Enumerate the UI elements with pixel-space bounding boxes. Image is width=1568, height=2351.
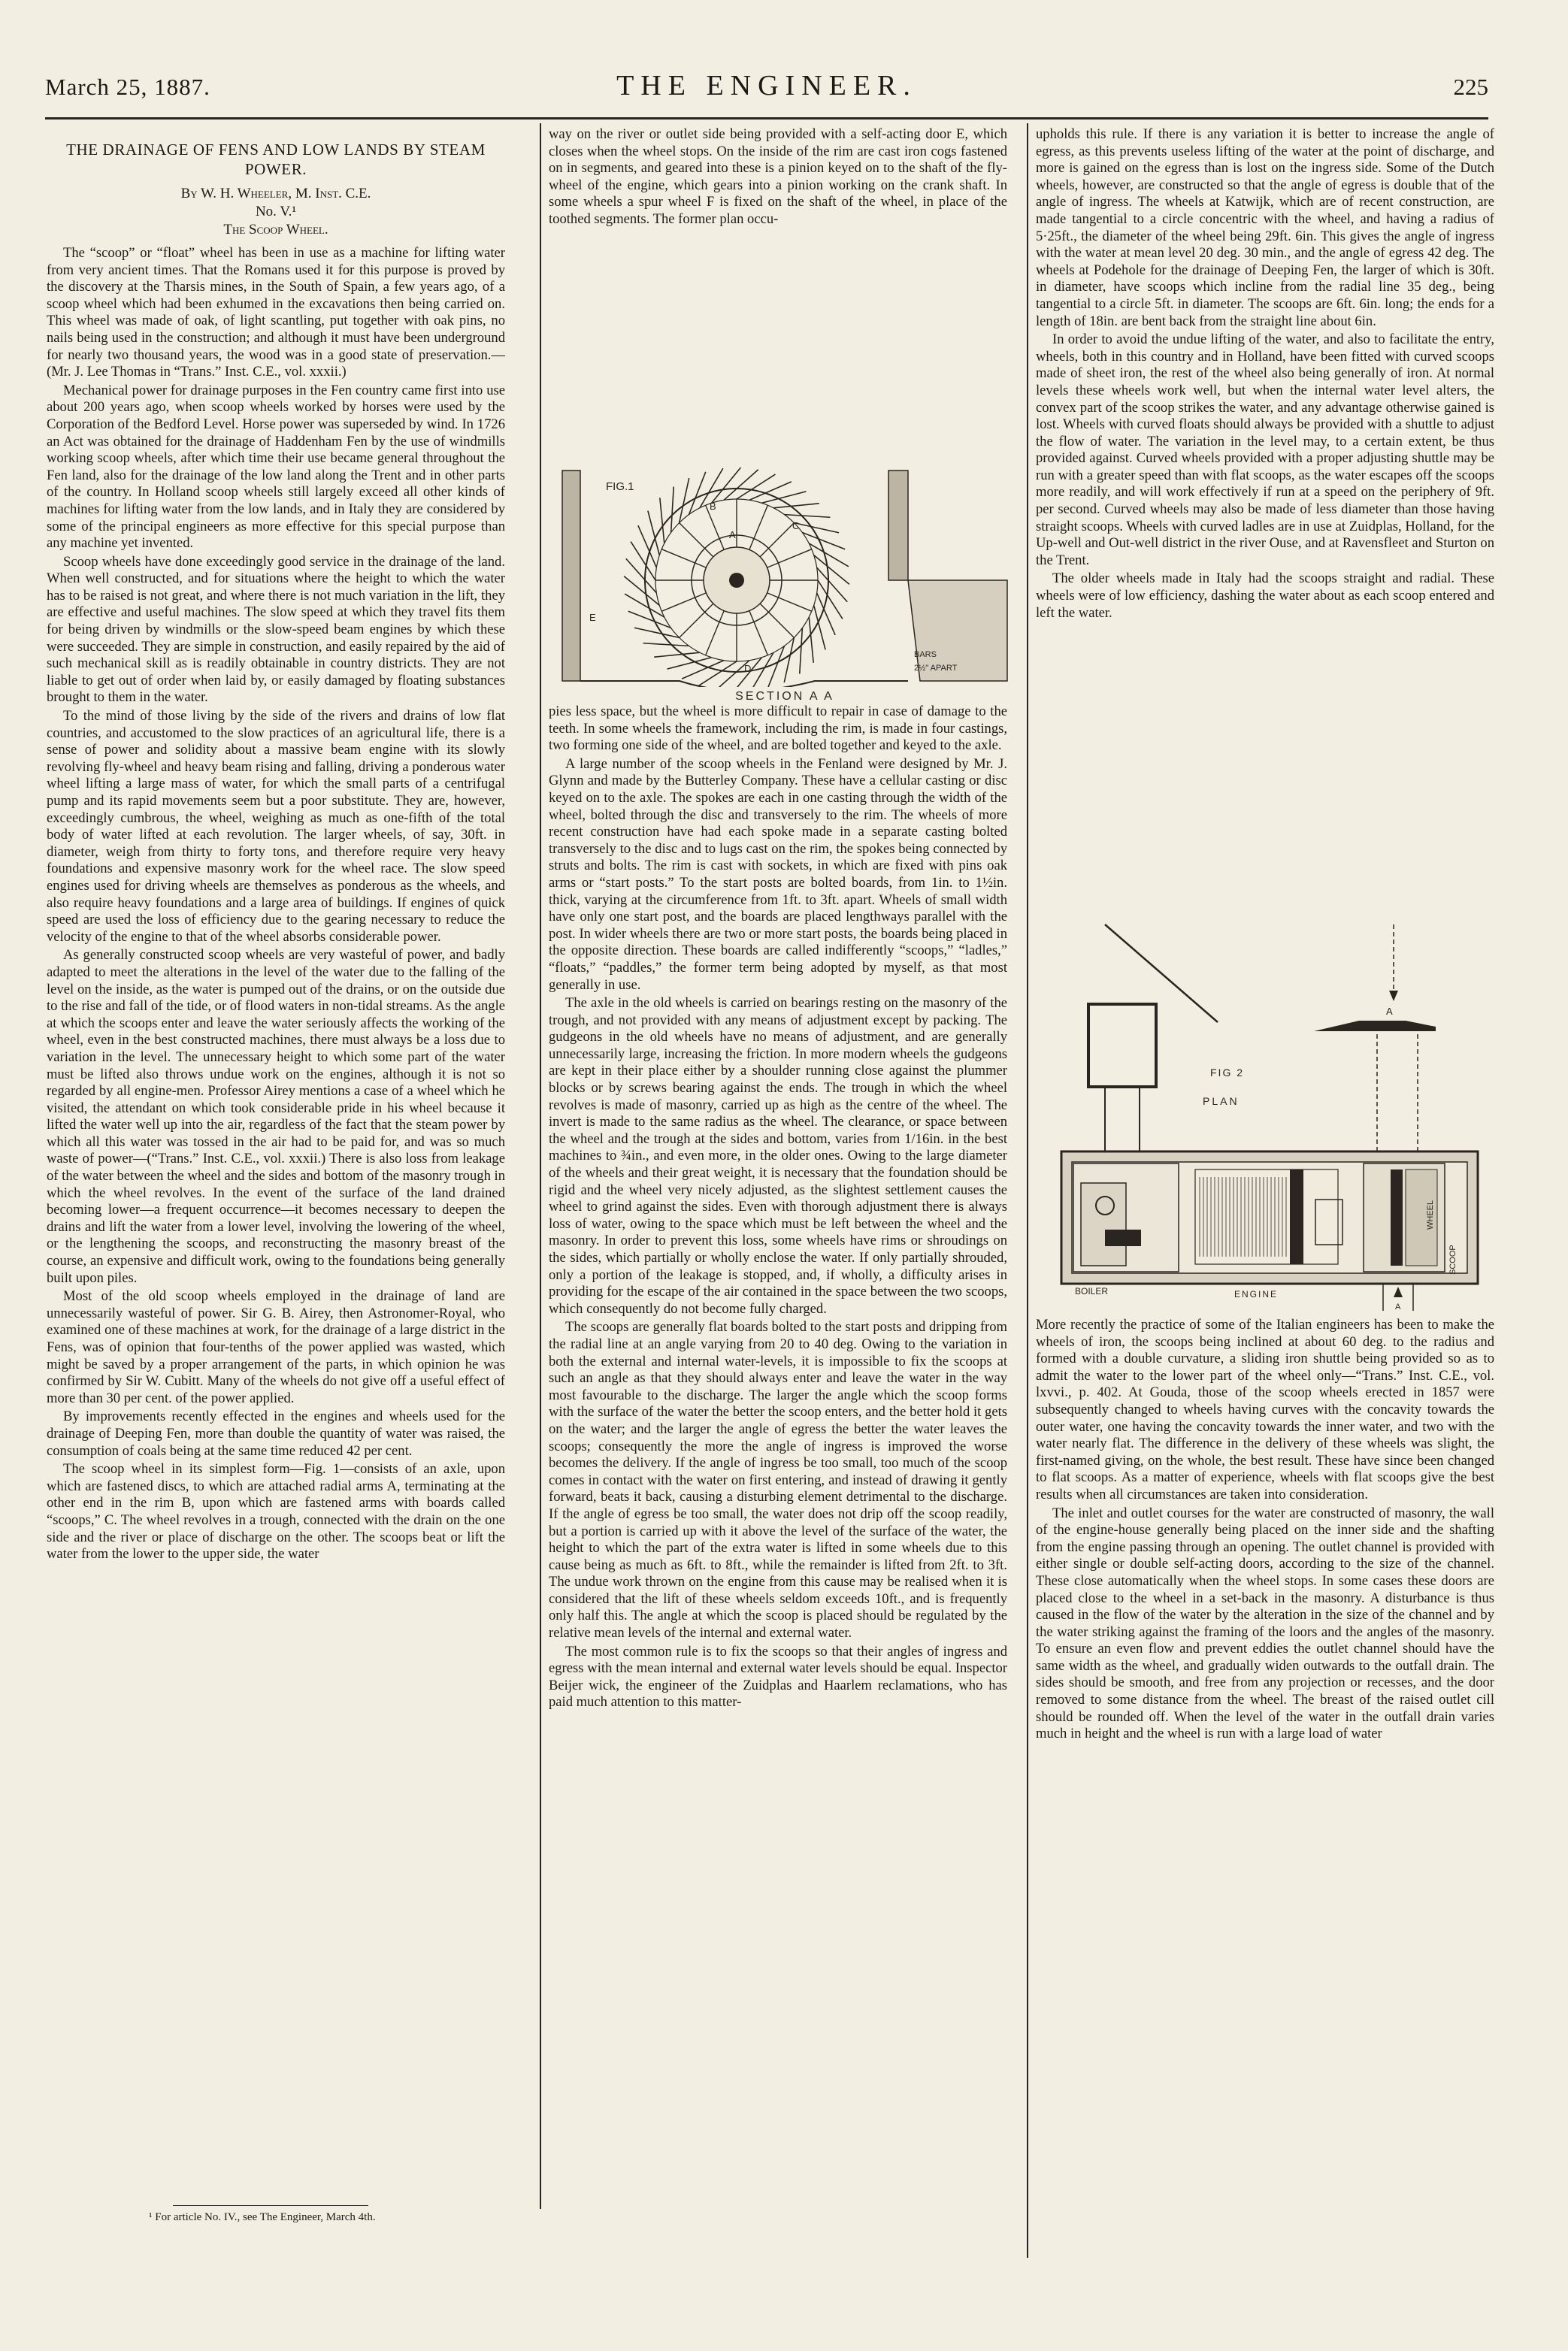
paragraph: More recently the practice of some of the Italian engineers has been to make the wheels of iron, the scoops being inclined at about 60 deg. to the radius and formed with a double curvature, a sliding iron shuttle being provided so as to admit the water to the lower part of the wheel only—“Trans.” Inst. C.E., vol. lxvvi., p. 402. At Gouda, those of the scoop wheels erected in 1857 were subsequently changed to wheels having curves with the concavity towards the outer water, one having the concavity towards the inner water, and two with the water nearly flat. The difference in the delivery of these wheels was slight, the first-named giving, on the whole, the best result. These have since been changed to flat scoops. As a matter of experience, wheels with flat scoops give the best results when all circumstances are taken into consideration. [1036, 1317, 1494, 1502]
wheel-scoop [628, 611, 671, 628]
paragraph: way on the river or outlet side being provided with a self-acting door E, which closes when the wheel stops. On the inside of the rim are cast iron cogs fastened on in segments, and geared into these is a pinion keyed on to the shaft of the fly-wheel of the engine, which gears into a pinion working on the crank shaft. In some wheels a spur wheel F is fixed on the shaft of the wheel, in place of the toothed segments. The former plan occu- [549, 126, 1007, 227]
column-3-top [1036, 126, 1494, 623]
fig-2-label: FIG 2 [1210, 1067, 1245, 1079]
wheel-scoop [626, 558, 657, 593]
figure-1-caption: SECTION A A [735, 690, 834, 703]
wheel-scoop [809, 543, 849, 567]
fig-2-boiler: BOILER [1075, 1286, 1109, 1297]
header-rule [45, 117, 1488, 120]
wheel-scoop [680, 478, 689, 523]
wheel-spoke [760, 604, 794, 637]
fig-2-scoop: SCOOP [1448, 1245, 1458, 1275]
wheel-spoke [661, 593, 706, 611]
paragraph: The most common rule is to fix the scoops so that their angles of ingress and egress with the mean internal and external water levels should be equal. Inspector Beijer wick, the engineer of the Zuidplas and Haarlem reclamations, who has paid much attention to this matter- [549, 1643, 1007, 1711]
column-rule-1 [540, 123, 541, 2209]
paragraph: pies less space, but the wheel is more difficult to repair in case of damage to the teeth. In some wheels the framework, including the rim, is made in four castings, two forming one side of the wheel, and are bolted together and keyed to the axle. [549, 703, 1007, 754]
paragraph: The inlet and outlet courses for the water are constructed of masonry, the wall of the engine-house generally being placed on the inner side and the shafting from the engine passing through an opening. The outlet channel is provided with either single or double self-acting doors, according to the size of the channel. These close automatically when the wheel stops. In some cases these doors are placed close to the wheel in a set-back in the masonry. A disturbance is thus caused in the flow of the water by the alteration in the size of the channel and by the water striking against the framing of the loors and the angles of the masonry. To ensure an even flow and prevent eddies the outlet channel should have the same width as the wheel, and gradually widen outwards to the outfall drain. The sides should be smooth, and free from any projection or recesses, and the door removed to some distance from the wheel. The breast of the raised outlet cill should be rounded off. When the level of the water in the outfall drain varies much in height and the wheel is run with a large load of water [1036, 1505, 1494, 1742]
page-number: 225 [1453, 74, 1488, 100]
wheel-spoke [760, 523, 794, 557]
column-2-bottom [549, 703, 1007, 1713]
fig-1-letter-b: B [710, 501, 716, 512]
column-1 [47, 126, 505, 1565]
wheel-scoop [643, 643, 689, 646]
fig-2-arrow-label-bottom: A [1395, 1303, 1401, 1312]
wheel-scoop [767, 646, 784, 687]
issue-date: March 25, 1887. [45, 74, 210, 100]
paragraph: By improvements recently effected in the engines and wheels used for the drainage of Deeping Fen, more than double the quantity of water was raised, the consumption of coals being at the same time reduced 42 per cent. [47, 1408, 505, 1459]
paragraph: The older wheels made in Italy had the scoops straight and radial. These wheels were of low efficiency, dashing the water about as each scoop entered and left the water. [1036, 570, 1494, 621]
paragraph: As generally constructed scoop wheels are very wasteful of power, and badly adapted to meet the alterations in the level of the water due to the falling of the level on the inside, as the water is pumped out of the drains, or on the outside due to the rise and fall of the tide, or of flood waters in non-tidal streams. As the angle at which the scoops enter and leave the water seriously affects the working of the wheel, even in the best constructed machines, there must always be a loss due to variation in the level. The unnecessary height to which some part of the water must be lifted also throws undue work on the engines, although it is not so regarded by all engine-men. Professor Airey mentions a case of a wheel which he visited, the attendant on which took considerable pride in his wheel because it lifted the water well up into the air, regardless of the fact that the steam power by which all this water was tossed in the air had to be paid for, and was so much waste of power—(“Trans.” Inst. C.E., vol. xxxii.) There is also loss from leakage of the water between the wheel and the sides and bottom of the masonry trough in which the wheel revolves. In the event of the surface of the land drained becoming lower—a frequent occurrence—it becomes necessary to deepen the drains and lift the water from a lower level, involving the lowering of the wheel, or the lengthening the scoops, and reconstructing the masonry breast of the course, an expensive and difficult work, owing to the foundations being generally built upon piles. [47, 947, 505, 1286]
fig-2-sublabel: PLAN [1203, 1095, 1240, 1107]
fig-1-bars-note: BARS [914, 650, 937, 659]
wheel-scoop [809, 617, 813, 663]
fig-2-engine: ENGINE [1234, 1289, 1279, 1300]
paragraph: To the mind of those living by the side of the rivers and drains of low flat countries, and accustomed to the slow practices of an agricultural life, there is a sense of power and solidity about a massive beam engine with its slowly revolving fly-wheel and heavy beam rising and falling, driving a ponderous water wheel lifting a large mass of water, for which the small parts of a centrifugal pump and its rapid movements seem but a poor substitute. They are, however, exceedingly cumbrous, the wheel, weighing as much as one-fifth of the total body of water lifted at each revolution. The larger wheels, of say, 30ft. in diameter, weigh from thirty to forty tons, and therefore require very heavy foundations and expensive masonry work for the wheel race. The slow speed engines used for driving wheels are themselves as ponderous as the wheels, and also require heavy foundations and a large area of buildings. If engines of quick speed are used the loss of efficiency due to the gearing necessary to reduce the velocity of the engine to that of the wheel absorbs considerable power. [47, 708, 505, 945]
fig-1-letter-c: C [792, 520, 800, 531]
section-subhead: The Scoop Wheel. [223, 222, 328, 238]
fig-1-letter-d: D [744, 663, 752, 674]
paragraph: The scoop wheel in its simplest form—Fig. 1—consists of an axle, upon which are fastened discs, to which are attached radial arms A, terminating at the other end in the rim B, upon which are fastened arms with boards called “scoops,” C. The wheel revolves in a trough, connected with the drain on the one side and the river or place of discharge on the other. The scoops beat or lift the water from the lower to the upper side, the water [47, 1461, 505, 1563]
wheel-spoke [749, 505, 767, 549]
wheel-spoke [680, 604, 713, 637]
wheel-scoop [724, 470, 758, 501]
journal-title: THE ENGINEER. [616, 70, 917, 101]
page-header [45, 69, 1488, 114]
column-3-bottom [1036, 1317, 1494, 1744]
wheel-scoop [817, 567, 848, 602]
wheel-spoke [749, 611, 767, 655]
paragraph: A large number of the scoop wheels in the Fenland were designed by Mr. J. Glynn and made by the Butterley Company. These have a cellular casting or disc keyed on to the axle. The spokes are each in one casting through the width of the wheel, bolted through the disc and transversely to the rim. The wheels of more recent construction have had each spoke made in a separate casting bolted transversely to the disc and to lugs cast on the rim, the spokes being connected by struts and bolts. The rim is cast with sockets, in which are fixed with pins oak arms or “start posts.” To the start posts are bolted boards, from 1in. to 1½in. thick, varying at the circumference from 1ft. to 3ft. apart. Wheels of small width have only one start post, and the boards are placed lengthways parallel with the post. In wider wheels there are two or more start posts, the boards being placed in the opposite direction. These boards are called indifferently “scoops,” “ladles,” “floats,” “paddles,” the former term being adopted by myself, as that most generally in use. [549, 755, 1007, 993]
wheel-scoop [802, 533, 845, 549]
wheel-spoke [680, 523, 713, 557]
wheel-scoop [654, 652, 700, 657]
wheel-scoop [800, 628, 803, 673]
wheel-scoop [784, 515, 830, 518]
paragraph: The “scoop” or “float” wheel has been in use as a machine for lifting water from very ancient times. That the Romans used it for this purpose is proved by the discovery at the Tharsis mines, in the South of Spain, a few years ago, of a scoop wheel which had been exhumed in the excavations then being carried on. This wheel was made of oak, of light scantling, put together with oak pins, no nails being used in the construction; and although it must have been underground for nearly two thousand years, the wood was in a good state of preservation.—(Mr. J. Lee Thomas in “Trans.” Inst. C.E., vol. xxxii.) [47, 245, 505, 380]
column-rule-2 [1027, 123, 1028, 2258]
wheel-spoke [706, 611, 724, 655]
fig-1-apart-note: 2½" APART [914, 664, 958, 673]
wheel-scoop [689, 472, 706, 515]
fig-2-wheel: WHEEL [1426, 1200, 1435, 1230]
wheel-spoke [706, 505, 724, 549]
footnote: ¹ For article No. IV., see The Engineer, March 4th. [149, 2211, 376, 2223]
wheel-spoke [661, 549, 706, 567]
figure-2-plan [1060, 921, 1481, 1312]
paragraph: The scoops are generally flat boards bolted to the start posts and dripping from the radial line at an angle varying from 20 to 40 deg. Owing to the variation in both the external and internal water-levels, it is impossible to fix the scoops at such an angle as that they should always enter and leave the water in the way most favourable to the discharge. The larger the angle which the scoop forms with the surface of the water the better the scoop enters, and the better hold it gets on the water; and the larger the angle of egress the better the water leaves the scoops; consequently the more the angle of ingress is improved the worse becomes the delivery. If the angle of ingress be too small, too much of the scoop comes in contact with the water on first entering, and instead of drawing it gently forward, beats it back, causing a disturbing element detrimental to the discharge. If the angle of egress be too small, the water does not drip off the scoop readily, but a portion is carried up with it above the level of the surface of the water, the height to which the part of the extra water is lifted in some wheels due to this cause being as much as 6ft. to 8ft., while the remainder is lifted from 2ft. to 3ft. The undue work thrown on the engine from this cause may be realised when it is considered that the lift of these wheels seldom exceeds 10ft., and is frequently only half this. The angle at which the scoop is placed should be regulated by the relative mean levels of the internal and external water. [549, 1319, 1007, 1641]
paragraph: In order to avoid the undue lifting of the water, and also to facilitate the entry, wheels, both in this country and in Holland, have been fitted with curved scoops made of sheet iron, the rest of the wheel also being generally of iron. At normal levels these wheels work well, but when the internal water level alters, the convex part of the scoop strikes the water, and any advantage otherwise gained is lost. Wheels with curved floats should always be provided with a shuttle to adjust the flow of water. The variation in the level may, to a certain extent, be thus provided against. Curved wheels provided with a proper adjusting shuttle may be run with a greater speed than with flat scoops, as the water escapes off the scoops more readily, and will work effectively if run at a speed on the periphery of 9ft. per second. Curved wheels may also be made of less diameter than those having straight scoops. Wheels with curved ladles are in use at Zuidplas, Holland, for the Up-well and Out-well district in the river Ouse, and at Ravensfleet and Sturton on the Trent. [1036, 331, 1494, 568]
wheel-scoop [660, 498, 664, 543]
fig-2-arrow-label-top: A [1386, 1006, 1393, 1017]
article-part: No. V.¹ [255, 204, 297, 219]
paragraph: Mechanical power for drainage purposes in the Fen country came first into use about 200 years ago, when scoop wheels worked by horses were used by the Corporation of the Bedford Level. Horse power was superseded by wind. In 1726 an Act was obtained for the drainage of Haddenham Fen by the use of windmills working scoop wheels, after which time their use became general throughout the Fen land, also for the drainage of the low land along the Trent and in other parts of the country. In Holland scoop wheels still largely exceed all other kinds of machines for lifting water from the low lands, and in Italy they are considered by some of the principal engineers as more effective for this special purpose than any machine yet invented. [47, 382, 505, 552]
wheel-scoop [773, 504, 819, 508]
footnote-rule [173, 2205, 368, 2206]
wheel-scoop [794, 523, 839, 533]
paragraph: Most of the old scoop wheels employed in the drainage of land are unnecessarily wasteful of power. Sir G. B. Airey, then Astronomer-Royal, who examined one of these machines at work, for the drainage of a large district in the Fens, was of opinion that four-tenths of the power applied was wasted, which might be saved by a proper arrangement of the parts, in which opinion he was confirmed by Sir W. Cubitt. Many of the wheels do not give off a useful effect of more than 30 per cent. of the power applied. [47, 1288, 505, 1406]
paragraph: upholds this rule. If there is any variation it is better to increase the angle of egress, as this prevents useless lifting of the water at the point of discharge, and more is gained on the egress than is lost on the ingress side. Some of the Dutch wheels, however, are constructed so that the angle of egress is double that of the angle of ingress. The wheels at Katwijk, which are of recent construction, are made tangential to a circle concentric with the wheel, and having a radius of 5·25ft., the diameter of the wheel being 29ft. 6in. This gives the angle of ingress with the water at mean level 20 deg. 30 min., and the angle of egress 42 deg. The wheels at Podehole for the drainage of Deeping Fen, the larger of which is 30ft. in diameter, have scoops which incline from the radial line 35 deg., being tangential to a circle 5ft. in diameter. The scoops are 6ft. 6in. long; the ends for a length of 18in. are bent back from the straight line about 6in. [1036, 126, 1494, 329]
paragraph: The axle in the old wheels is carried on bearings resting on the masonry of the trough, and not provided with any means of adjustment except by packing. The gudgeons in the old wheels have no means of adjustment, and are generally unnecessarily large, increasing the friction. In more modern wheels the gudgeons are kept in their place either by a shoulder running close against the plummer blocks or by screws bearing against the ends. The trough in which the wheel revolves is made of masonry, carried up as high as the centre of the wheel. The invert is made to the same radius as the wheel. The clearance, or space between the wheel and the trough at the sides and bottom, varies from 1/16in. in the best machines to ¾in., and even more, in the older ones. Owing to the large diameter of the wheels and their great weight, it is necessary that the foundation should be rigid and the wheel very nicely adjusted, as the slightest settlement causes the wheel to grind against the sides. Even with thorough adjustment there is always loss of water, owing to the space which must be left between the wheel and the masonry. In order to prevent this loss, some wheels have rims or shroudings on the sides, which partially or wholly enclose the water. If only partially shrouded, only a portion of the leakage is stopped, and, if wholly, a difficulty arises in providing for the escape of the air contained in the space between the two scoops, which consequently do not become fully charged. [549, 995, 1007, 1317]
wheel-spoke [767, 593, 812, 611]
wheel-scoop [784, 637, 794, 682]
figure-1-scoop-wheel-section [559, 460, 1010, 687]
paragraph: Scoop wheels have done exceedingly good service in the drainage of the land. When well constructed, and for situations where the height to which the water has to be raised is not great, and where there is not much variation in the lift, they are effective and useful machines. The slow speed at which they travel fits them for being driven by windmills or the slow-speed beam engines by which these were succeeded. They are simple in construction, and easily repaired by the aid of such mechanical skill as is readily obtainable in country districts. They are not liable to get out of order when laid by, or easily damaged by floating substances brought to them in the water. [47, 553, 505, 706]
wheel-scoop [671, 487, 674, 533]
fig-1-letter-a: A [729, 529, 736, 540]
byline: By W. H. Wheeler, M. Inst. C.E. [180, 186, 371, 201]
fig-1-label: FIG.1 [606, 480, 634, 493]
article-title: THE DRAINAGE OF FENS AND LOW LANDS BY STEAM POWER. [66, 141, 486, 178]
column-2-top [549, 126, 1007, 230]
wheel-scoop [634, 628, 680, 637]
wheel-scoop [625, 594, 664, 617]
wheel-spoke [767, 549, 812, 567]
fig-1-letter-e: E [589, 612, 596, 623]
